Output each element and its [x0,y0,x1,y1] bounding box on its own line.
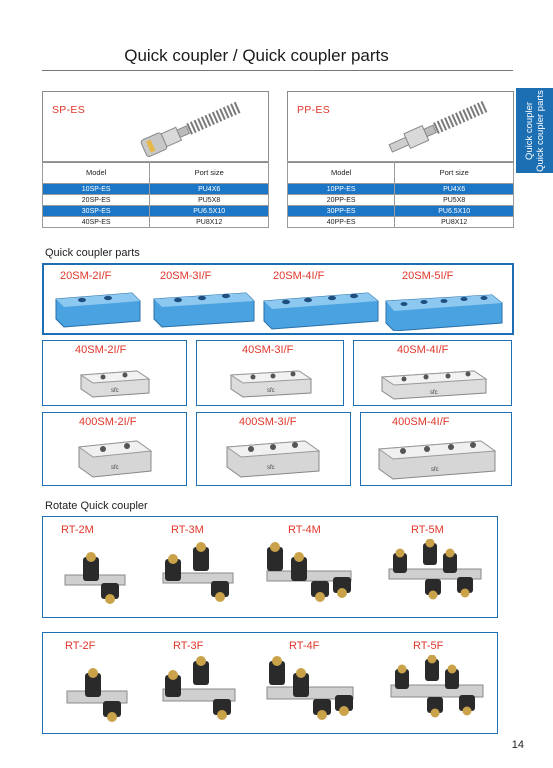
model-cell: 20PP-ES [288,195,395,206]
rotate-coupler-3 [163,656,235,720]
pp-es-label: PP-ES [297,104,331,116]
product-box [353,340,512,406]
title-divider [42,70,513,71]
product-label: 40SM-3I/F [242,344,294,356]
table-header: Port size [395,162,514,184]
product-label: 20SM-4I/F [273,270,325,282]
product-label: RT-3M [171,524,204,536]
table-row [43,184,269,195]
product-label: 400SM-3I/F [239,416,297,428]
product-box [360,412,512,486]
model-cell: 10PP-ES [288,184,395,195]
rotate-coupler-2 [67,668,127,722]
table-row [288,217,514,228]
manifold-4-way [264,293,378,329]
port-cell: PU4X6 [150,184,269,195]
product-label: RT-3F [173,640,204,652]
table-row [43,206,269,217]
rotate-coupler-5 [391,655,483,718]
rotate-coupler-5 [389,539,481,600]
product-label: 20SM-5I/F [402,270,454,282]
table-header: Model [43,162,150,184]
port-cell: PU4X6 [395,184,514,195]
manifold-5-way [386,295,502,331]
model-cell: 30SP-ES [43,206,150,217]
product-label: 20SM-2I/F [60,270,112,282]
rotate-coupler-4 [267,656,353,720]
block-logo: sfc [267,388,275,394]
table-header: Port size [150,162,269,184]
block-logo: sfc [267,465,275,471]
silver-block-image [73,361,157,401]
page-title: Quick coupler / Quick coupler parts [124,46,389,65]
block-logo: sfc [111,388,119,394]
product-label: 40SM-4I/F [397,344,449,356]
product-label: RT-5F [413,640,444,652]
product-box [42,340,187,406]
block-logo: sfc [111,465,119,471]
port-cell: PU5X8 [150,195,269,206]
rotate-coupler-2 [65,552,125,604]
rotate-male-box [42,516,498,618]
side-tab-line-2: Quick coupler parts [534,89,546,172]
table-header: Model [288,162,395,184]
table-row [288,206,514,217]
port-cell: PU6.5X10 [150,206,269,217]
parts-section-title: Quick coupler parts [45,247,140,259]
sp-es-spec-table-wrap [42,161,269,228]
sp-es-label: SP-ES [52,104,86,116]
port-cell: PU8X12 [395,217,514,228]
block-logo: sfc [430,390,438,396]
rotate-coupler-4 [267,542,351,602]
model-cell: 30PP-ES [288,206,395,217]
product-label: 400SM-4I/F [392,416,450,428]
product-label: RT-5M [411,524,444,536]
rotate-coupler-3 [163,542,233,602]
model-cell: 40PP-ES [288,217,395,228]
silver-block-image [374,361,494,403]
rotate-male-images [53,539,489,613]
blue-manifold-images [50,285,506,331]
rotate-female-images [53,655,489,729]
silver-block-image [219,431,329,481]
manifold-3-way [154,293,254,327]
block-logo: sfc [431,467,439,473]
table-row [288,184,514,195]
manifold-2-way [56,293,140,327]
sp-es-spec-table [42,161,269,228]
silver-block-image [223,361,319,401]
product-label: RT-2F [65,640,96,652]
rotate-section-title: Rotate Quick coupler [45,500,148,512]
product-label: 20SM-3I/F [160,270,212,282]
page-number: 14 [511,739,524,751]
model-cell: 20SP-ES [43,195,150,206]
side-tab[interactable] [516,88,553,173]
product-box [42,412,187,486]
pp-es-spec-table [287,161,514,228]
product-label: 400SM-2I/F [79,416,137,428]
pp-es-panel [287,91,514,163]
table-row [43,195,269,206]
model-cell: 10SP-ES [43,184,150,195]
product-label: 40SM-2I/F [75,344,127,356]
blue-manifold-box [42,263,514,335]
rotate-female-box [42,632,498,734]
product-box [196,412,351,486]
product-box [196,340,344,406]
product-label: RT-4F [289,640,320,652]
product-label: RT-4M [288,524,321,536]
silver-block-image [71,431,161,481]
table-row [43,217,269,228]
sp-es-coupler-image [131,95,261,157]
model-cell: 40SP-ES [43,217,150,228]
port-cell: PU5X8 [395,195,514,206]
side-tab-line-1: Quick coupler [523,101,535,160]
sp-es-panel [42,91,269,163]
silver-block-image [371,431,503,483]
port-cell: PU6.5X10 [395,206,514,217]
port-cell: PU8X12 [150,217,269,228]
table-row [288,195,514,206]
pp-es-plug-image [376,95,506,157]
pp-es-spec-table-wrap [287,161,514,228]
product-label: RT-2M [61,524,94,536]
